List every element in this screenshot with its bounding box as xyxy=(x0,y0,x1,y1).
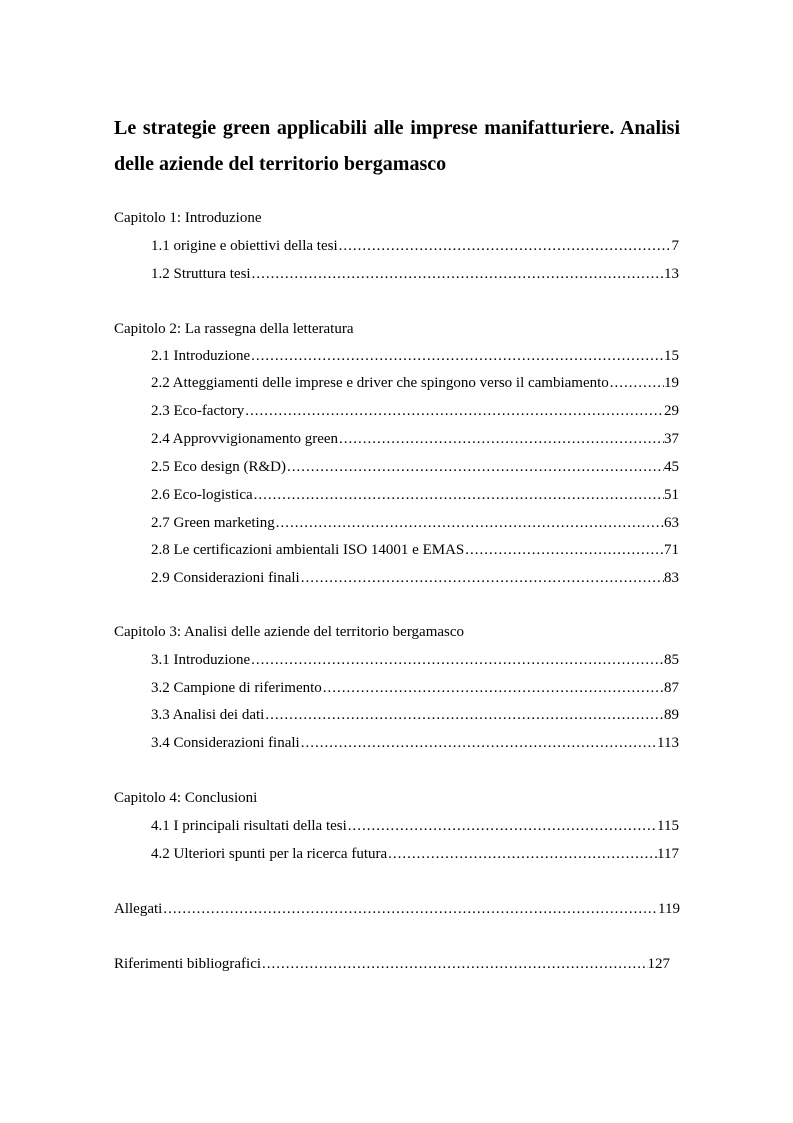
toc-entry-page: 15 xyxy=(664,348,679,364)
toc-entry-page: 119 xyxy=(658,901,680,917)
toc-entry xyxy=(151,487,679,504)
leader-dots xyxy=(347,818,657,835)
leader-dots xyxy=(275,515,664,532)
toc-entry-page: 13 xyxy=(664,266,679,282)
leader-dots xyxy=(250,652,664,669)
leader-dots xyxy=(253,487,664,504)
toc-entry xyxy=(151,403,679,420)
chapter-heading: Capitolo 4: Conclusioni xyxy=(114,790,258,806)
toc-entry-label: 3.1 Introduzione xyxy=(151,652,251,668)
toc-entry xyxy=(151,515,679,532)
toc-entry-label: 1.1 origine e obiettivi della tesi xyxy=(151,238,338,254)
toc-entry xyxy=(151,348,679,365)
leader-dots xyxy=(251,266,664,283)
toc-entry-references xyxy=(114,956,670,973)
toc-entry-page: 87 xyxy=(664,680,679,696)
toc-entry xyxy=(151,707,679,724)
toc-entry-label: 3.4 Considerazioni finali xyxy=(151,735,300,751)
toc-entry xyxy=(151,459,679,476)
toc-entry-label: 2.4 Approvvigionamento green xyxy=(151,431,339,447)
toc-entry-page: 85 xyxy=(664,652,679,668)
leader-dots xyxy=(609,375,664,392)
toc-entry-page: 117 xyxy=(657,846,679,862)
toc-entry-label: 2.3 Eco-factory xyxy=(151,403,245,419)
toc-entry-label: 2.2 Atteggiamenti delle imprese e driver che spingono verso il cambiamento xyxy=(151,375,609,391)
chapter-heading: Capitolo 2: La rassegna della letteratura xyxy=(114,321,354,337)
leader-dots xyxy=(322,680,664,697)
toc-entry xyxy=(151,375,679,392)
leader-dots xyxy=(338,238,672,255)
toc-entry-page: 29 xyxy=(664,403,679,419)
toc-entry-page: 83 xyxy=(664,570,679,586)
leader-dots xyxy=(244,403,664,420)
toc-entry-label: 2.5 Eco design (R&D) xyxy=(151,459,286,475)
toc-entry-page: 37 xyxy=(664,431,679,447)
toc-entry-appendix xyxy=(114,901,680,918)
leader-dots xyxy=(300,570,664,587)
toc-entry-page: 7 xyxy=(671,238,679,254)
toc-entry-label: 1.2 Struttura tesi xyxy=(151,266,251,282)
toc-entry xyxy=(151,431,679,448)
toc-entry-label: Allegati xyxy=(114,901,163,917)
leader-dots xyxy=(464,542,664,559)
toc-entry xyxy=(151,818,679,835)
toc-entry-page: 71 xyxy=(664,542,679,558)
leader-dots xyxy=(162,901,658,918)
toc-entry-label: 3.2 Campione di riferimento xyxy=(151,680,322,696)
toc-entry-label: 4.2 Ulteriori spunti per la ricerca futura xyxy=(151,846,388,862)
toc-entry-label: 2.7 Green marketing xyxy=(151,515,275,531)
toc-entry-label: Riferimenti bibliografici xyxy=(114,956,262,972)
toc-entry-label: 4.1 I principali risultati della tesi xyxy=(151,818,347,834)
toc-entry xyxy=(151,735,679,752)
toc-entry-label: 2.6 Eco-logistica xyxy=(151,487,253,503)
toc-entry-page: 113 xyxy=(657,735,679,751)
toc-entry-label: 2.9 Considerazioni finali xyxy=(151,570,300,586)
toc-entry-page: 45 xyxy=(664,459,679,475)
leader-dots xyxy=(387,846,657,863)
toc-entry-label: 3.3 Analisi dei dati xyxy=(151,707,265,723)
toc-entry xyxy=(151,652,679,669)
toc-entry xyxy=(151,238,679,255)
toc-entry xyxy=(151,680,679,697)
toc-entry xyxy=(151,542,679,559)
leader-dots xyxy=(250,348,664,365)
toc-entry xyxy=(151,846,679,863)
chapter-heading: Capitolo 1: Introduzione xyxy=(114,210,262,226)
document-title: Le strategie green applicabili alle imprese manifatturiere. Analisi delle aziende del territorio bergamasco xyxy=(114,117,680,175)
toc-entry-page: 63 xyxy=(664,515,679,531)
toc-entry-page: 115 xyxy=(657,818,679,834)
toc-entry-page: 51 xyxy=(664,487,679,503)
leader-dots xyxy=(286,459,664,476)
leader-dots xyxy=(264,707,664,724)
toc-entry xyxy=(151,570,679,587)
toc-entry xyxy=(151,266,679,283)
toc-entry-page: 89 xyxy=(664,707,679,723)
toc-entry-page: 127 xyxy=(647,956,670,972)
leader-dots xyxy=(300,735,657,752)
toc-entry-page: 19 xyxy=(664,375,679,391)
leader-dots xyxy=(338,431,664,448)
chapter-heading: Capitolo 3: Analisi delle aziende del territorio bergamasco xyxy=(114,624,465,640)
toc-entry-label: 2.1 Introduzione xyxy=(151,348,251,364)
toc-entry-label: 2.8 Le certificazioni ambientali ISO 14001 e EMAS xyxy=(151,542,465,558)
leader-dots xyxy=(261,956,647,973)
